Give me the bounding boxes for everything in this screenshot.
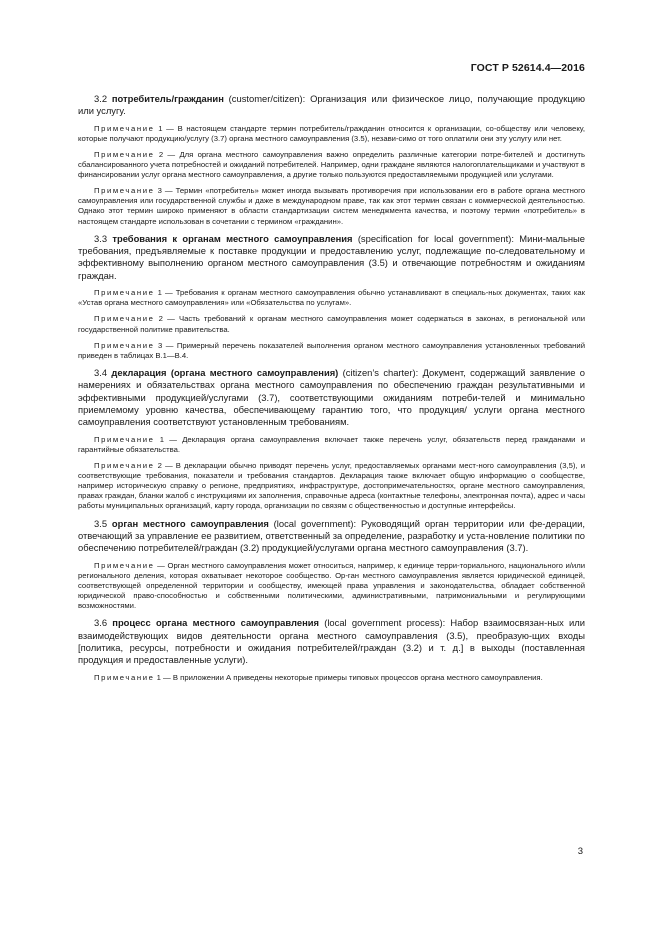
note	[78, 461, 585, 511]
note	[78, 288, 585, 308]
note	[78, 561, 585, 611]
term-number: 3.2	[94, 93, 108, 104]
term-title: процесс органа местного самоуправления	[112, 617, 319, 629]
note-text: В декларации обычно приводят перечень услуг, предоставляемых органами мест-ного самоуправления (3,5), и соответствующие требования, показатели и требования стандартов. Декларация также включает общую информацию о сообществе, например историческую справку о регионе, предприятиях, инфраструктуре, достопримечательностях, органе местного самоуправления, правах граждан, бланки жалоб с инструкциями их заполнения, справочные адреса (контактные телефоны, электронная почта), адрес и часы работы муниципальных организаций, карту города, организации по связям с общественностью и доступные интерфейсы.	[78, 461, 585, 511]
term-english: (local government)	[273, 517, 354, 529]
note-word: Примечание	[94, 340, 155, 350]
term-number: 3.3	[94, 232, 108, 244]
term-number: 3.4	[94, 366, 108, 378]
term-definition: : Мини-мальные требования, предъявляемые к поставке продукции и предоставлению услуг, подлежащие по-следовательному и эффективному выполнению органом местного самоуправления (3.5) и отвечающие потребностям и ожиданиям граждан.	[78, 232, 585, 281]
note-label: 3 —	[157, 340, 174, 350]
note-label: 1 —	[157, 288, 173, 298]
term-3-5	[78, 518, 585, 555]
note-word: Примечание	[94, 461, 155, 471]
note-text: В приложении А приведены некоторые примеры типовых процессов органа местного самоуправления.	[172, 672, 543, 682]
term-definition: : Набор взаимосвязан-ных или взаимодействующих видов деятельности органа местного самоуправления (3.5), преобразую-щих входы [политика, ресурсы, потребности и ожидания потребителей/граждан (3.2) и т. д.] в выходы (поставленная продукция и предоставленные услуги).	[78, 617, 585, 666]
term-number: 3.5	[94, 517, 108, 529]
term-definition: : Руководящий орган территории или фе-дерации, отвечающий за управление ее развитием, ответственный за определение, разработку и уста-новление политики по обеспечению потребителей/граждан (3.2) продукцией/услугами органа местного самоуправления (3.7).	[78, 517, 585, 554]
term-title: потребитель/гражданин	[111, 93, 224, 104]
note-text: Часть требований к органам местного самоуправления может содержаться в законах, в региональной или государственной политике правительства.	[78, 314, 585, 334]
note-label: 1 —	[159, 434, 177, 444]
term-title: требования к органам местного самоуправления	[112, 232, 353, 244]
note-label: 1 —	[156, 672, 171, 682]
note-label: 2 —	[158, 150, 176, 159]
term-3-6	[78, 617, 585, 667]
term-english: (specification for local government)	[357, 232, 512, 244]
note-word: Примечание	[94, 150, 155, 159]
note-word: Примечание	[94, 672, 155, 682]
note-label: 1 —	[158, 123, 174, 133]
note-word: Примечание	[94, 288, 155, 298]
term-english: (citizen’s charter)	[342, 366, 416, 378]
term-3-2	[78, 93, 585, 118]
standard-id: ГОСТ Р 52614.4—2016	[470, 62, 585, 74]
term-english: (customer/citizen)	[228, 93, 303, 104]
note-label: 2 —	[157, 461, 173, 471]
page-number: 3	[577, 846, 583, 857]
term-english: (local government process)	[324, 617, 443, 629]
note-word: Примечание	[94, 123, 155, 133]
term-number: 3.6	[94, 617, 108, 629]
note-text: Для органа местного самоуправления важно определить различные категории потре-бителей и достигнуть сбалансированного учета потребностей и ожиданий потребителей. Например, одни граждане являются налогоплательщиками и участвуют в финансировании услуг органа местного самоуправления, а другие только пользуются предоставляемыми продукцией или услугами.	[78, 150, 585, 180]
note-text: Примерный перечень показателей выполнения органом местного самоуправления установленных требований приведен в таблицах В.1—В.4.	[78, 340, 585, 360]
note-word: Примечание	[94, 186, 155, 196]
note	[78, 435, 585, 455]
note	[78, 186, 585, 226]
term-3-4	[78, 367, 585, 429]
term-3-3	[78, 233, 585, 283]
term-title: орган местного самоуправления	[111, 517, 269, 529]
note-text: Требования к органам местного самоуправления обычно устанавливают в специаль-ных документах, таких как «Устав органа местного самоуправления» или «Обязательства по услугам».	[78, 288, 586, 308]
note-label: 2 —	[158, 314, 175, 324]
term-definition: : Документ, содержащий заявление о намерениях и обязательствах органа местного самоуправления по обеспечению граждан результативными и эффективными продукцией/услугами (3.7), соответствующими ожиданиям потреби-телей и минимально приемлемому уровню качества, обеспечивающему гарантию того, что продукция/ услуги органа местного самоуправления соответствуют установленным требованиям.	[78, 366, 586, 428]
note-text: Декларация органа самоуправления включает также перечень услуг, обязательств перед гражданами и гарантийные обязательства.	[78, 434, 586, 454]
note-text: Орган местного самоуправления может относиться, например, к единице терри-ториального, национального и/или регионального деления, которая охватывает некоторое сообщество. Ор-ган местного самоуправления является юридической единицей, соответствующей определенной территории и сообществу, имеющей права управления и законодательства, обладает собственной юридической право-способностью и собственными политическими, административными, патримониальными и регулирующими возможностями.	[78, 560, 585, 611]
note-label: 3 —	[157, 186, 173, 196]
note-word: Примечание	[94, 434, 155, 444]
note	[78, 673, 585, 683]
note	[78, 124, 585, 144]
note	[78, 150, 585, 180]
note	[78, 341, 585, 361]
term-definition: : Организация или физическое лицо, получающие продукцию или услугу.	[78, 93, 585, 117]
term-title: декларация (органа местного самоуправления)	[111, 366, 339, 378]
note-word: Примечание	[94, 560, 155, 570]
note-text: Термин «потребитель» может иногда вызывать противоречия при использовании его в работе органа местного самоуправления или государственной службы и даже в международном праве, так как этот термин связан с коммерческой деятельностью. Однако этот термин широко применяют в области стандартизации систем менеджмента качества, и поэтому термин «потребитель» в настоящем стандарте использован в сочетании с термином «гражданин».	[78, 186, 586, 226]
note-text: В настоящем стандарте термин потребитель/гражданин относится к организации, со-обществу или человеку, которые получают продукцию/услугу (3.7) органа местного самоуправления (3.5), незави-симо от того оплатили они эту услугу или нет.	[78, 123, 585, 143]
note-word: Примечание	[94, 314, 155, 324]
note-label: —	[157, 560, 165, 570]
note	[78, 314, 585, 334]
